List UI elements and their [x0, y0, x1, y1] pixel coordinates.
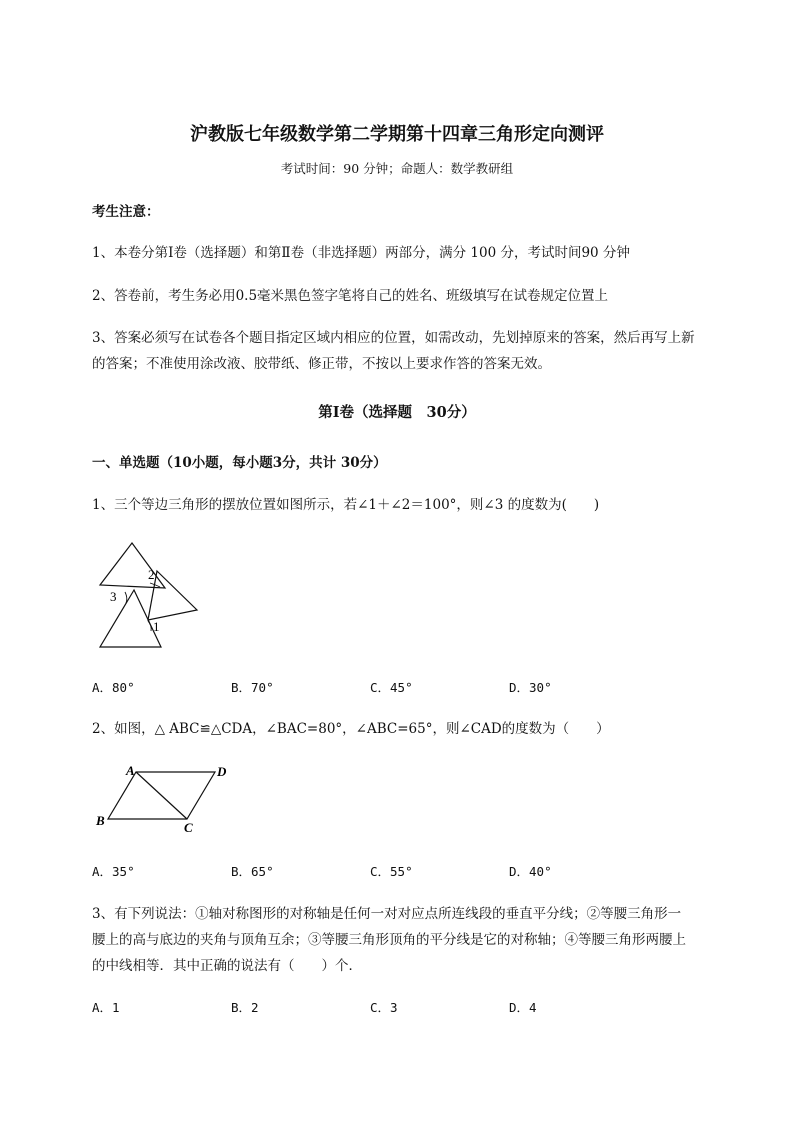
q2-option-a[interactable]: A．35° [92, 864, 135, 879]
angle-arc-1 [148, 621, 151, 631]
section-title: 第Ⅰ卷（选择题 30分） [318, 404, 476, 421]
q1-option-c[interactable]: C．45° [370, 680, 413, 695]
part-heading: 一、单选题（10小题，每小题3分，共计 30分） [92, 455, 387, 471]
question-3-stem-line-1: 3、有下列说法：①轴对称图形的对称轴是任何一对对应点所连线段的垂直平分线；②等腰三角形一 [92, 906, 682, 922]
question-1-stem: 1、三个等边三角形的摆放位置如图所示，若∠1＋∠2＝100°，则∠3 的度数为( ) [92, 497, 600, 513]
q3-option-a[interactable]: A．1 [92, 1000, 120, 1015]
question-2-figure [90, 758, 240, 838]
triangle-right [148, 571, 197, 620]
question-3-stem-line-2: 腰上的高与底边的夹角与顶角互余；③等腰三角形顶角的平分线是它的对称轴；④等腰三角形两腰上 [92, 932, 686, 948]
angle-label-2: 2 [148, 567, 155, 582]
notice-heading: 考生注意： [92, 204, 160, 220]
vertex-d: D [217, 764, 227, 779]
exam-info: 考试时间：90 分钟；命题人：数学教研组 [280, 161, 514, 176]
q3-option-b[interactable]: B．2 [231, 1000, 259, 1015]
q3-option-d[interactable]: D．4 [509, 1000, 537, 1015]
question-1-figure [90, 535, 210, 655]
q1-option-a[interactable]: A．80° [92, 680, 135, 695]
angle-label-3: 3 [110, 589, 117, 604]
angle-arc-3 [125, 592, 127, 603]
question-2-stem: 2、如图，△ ABC≌△CDA，∠BAC=80°，∠ABC=65°，则∠CAD的度数为（ ） [92, 721, 610, 737]
q2-option-b[interactable]: B．65° [231, 864, 274, 879]
vertex-c: C [184, 820, 193, 835]
notice-item-3: 3、答案必须写在试卷各个题目指定区域内相应的位置，如需改动，先划掉原来的答案，然后再写上新 [92, 330, 695, 346]
notice-item-1: 1、本卷分第Ⅰ卷（选择题）和第Ⅱ卷（非选择题）两部分，满分 100 分，考试时间90 分钟 [92, 245, 630, 261]
notice-item-3-cont: 的答案；不准使用涂改液、胶带纸、修正带，不按以上要求作答的答案无效。 [92, 356, 551, 372]
page-title: 沪教版七年级数学第二学期第十四章三角形定向测评 [190, 124, 604, 145]
q1-option-b[interactable]: B．70° [231, 680, 274, 695]
q3-option-c[interactable]: C．3 [370, 1000, 398, 1015]
q2-option-c[interactable]: C．55° [370, 864, 413, 879]
q1-option-d[interactable]: D．30° [509, 680, 552, 695]
diagonal-ac [136, 772, 187, 819]
question-3-stem-line-3: 的中线相等．其中正确的说法有（ ）个． [92, 958, 362, 974]
q2-option-d[interactable]: D．40° [509, 864, 552, 879]
notice-item-2: 2、答卷前，考生务必用0.5毫米黑色签字笔将自己的姓名、班级填写在试卷规定位置上 [92, 288, 609, 304]
vertex-b: B [96, 813, 105, 828]
vertex-a: A [126, 763, 135, 778]
angle-label-1: 1 [153, 619, 160, 634]
